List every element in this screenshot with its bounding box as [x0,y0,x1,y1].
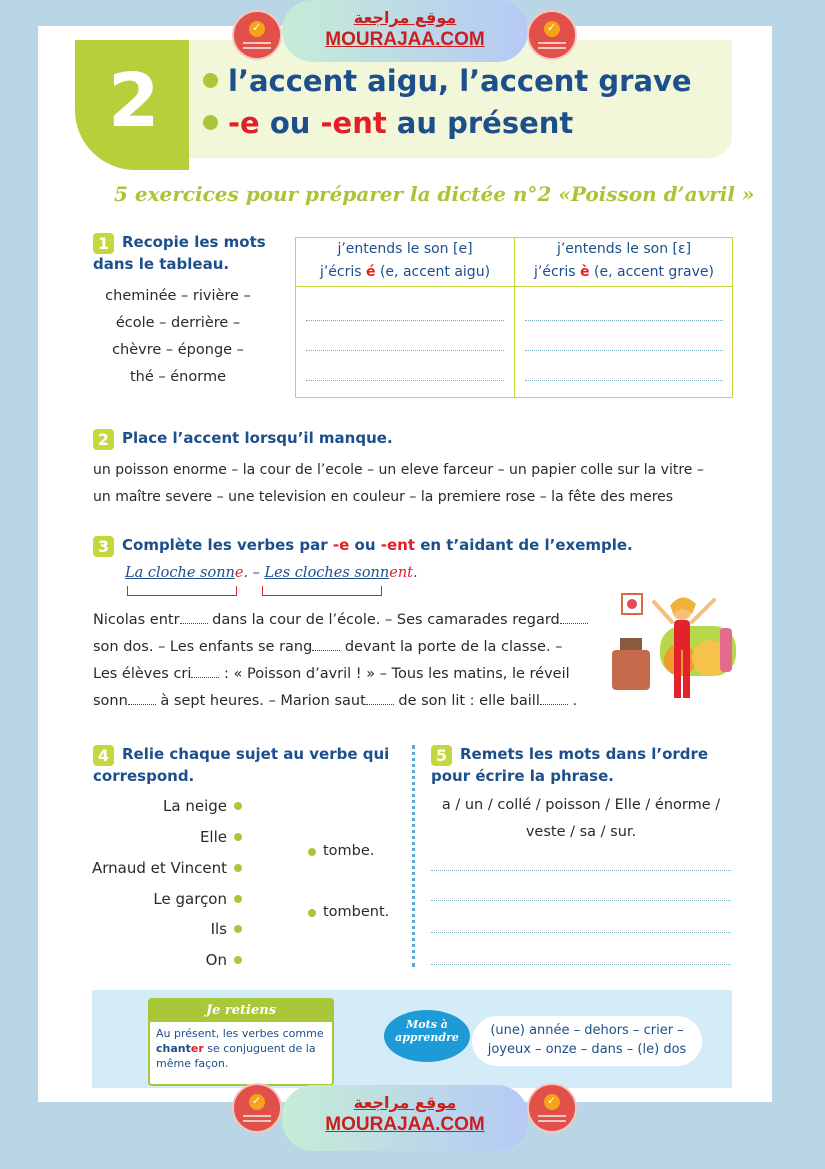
subject-elle: Elle [199,828,227,846]
verb-tombe: tombe. [323,843,375,859]
ex2-header [93,428,393,450]
table-header-grave [515,238,733,287]
answer-line[interactable] [431,870,731,871]
badge-line: Mots à [406,1018,448,1031]
match-dot[interactable] [234,925,242,933]
word-line: chèvre – éponge – [112,342,244,358]
blank[interactable] [191,665,219,678]
ex1-title: Recopie les mots dans le tableau. [93,233,266,273]
badge-line: apprendre [395,1031,459,1044]
ex1-number: 1 [93,233,114,254]
watermark-bottom[interactable] [282,1085,528,1151]
ex2-text [93,457,743,511]
match-dot[interactable] [308,909,316,917]
watermark-top[interactable] [282,0,528,62]
lesson-number-box [75,40,189,170]
table-col-aigu [296,238,514,397]
watermark-arabic: موقع مراجعة [353,1093,457,1112]
subject-arnaud-et-vincent: Arnaud et Vincent [91,859,227,877]
word-line: école – derrière – [115,315,241,331]
je-retiens-box [148,998,334,1086]
mots-line: joyeux – onze – dans – (le) dos [487,1042,687,1057]
watermark-logo-icon [527,1083,577,1133]
match-dot[interactable] [234,956,242,964]
je-retiens-text [150,1022,332,1075]
subject-le-garcon: Le garçon [153,890,227,908]
ex5-number: 5 [431,745,452,766]
write-line[interactable] [306,320,504,321]
ex5-word-line: a / un / collé / poisson / Elle / énorme / [441,797,721,813]
ex1-table [295,237,733,398]
verb-tombent: tombent. [323,904,390,920]
header-sound-epsilon: j’entends le son [ɛ] [556,241,692,257]
title-ending-ent: -ent [320,106,387,140]
title-text-ou: ou [259,106,321,140]
retiens-line: Au présent, les verbes comme [156,1027,324,1040]
match-dot[interactable] [234,864,242,872]
watermark-logo-icon [232,10,282,60]
word-line: thé – énorme [130,369,226,385]
column-divider [412,745,415,967]
example-bracket [262,586,382,596]
ex3-text [93,607,603,715]
mots-list [472,1016,702,1066]
table-header-aigu [296,238,514,287]
answer-line[interactable] [431,900,731,901]
blank[interactable] [540,692,568,705]
ex3-example: La cloche sonne. – Les cloches sonnent. [125,565,418,581]
mots-a-apprendre-badge [384,1010,470,1062]
ex2-number: 2 [93,429,114,450]
title-text-present: au présent [386,106,574,140]
match-dot[interactable] [234,802,242,810]
match-dot[interactable] [308,848,316,856]
ex3-header [93,535,633,557]
blank[interactable] [128,692,156,705]
watermark-logo-icon [232,1083,282,1133]
subject-ils: Ils [210,920,227,938]
write-line[interactable] [306,380,504,381]
write-line[interactable] [306,350,504,351]
match-dot[interactable] [234,833,242,841]
mots-line: (une) année – dehors – crier – [490,1023,684,1038]
ex3-line: Nicolas entr dans la cour de l’école. – Ses camarades regard [93,607,603,634]
ex1-word-list [90,283,266,391]
title-line-1 [203,64,692,98]
ex5-word-line: veste / sa / sur. [525,824,637,840]
answer-line[interactable] [431,964,731,965]
title-line-2 [203,106,573,140]
match-dot[interactable] [234,895,242,903]
header-write-e: j’écris é (e, accent aigu) [319,264,491,280]
bullet-icon [203,115,218,130]
ex5-title: Remets les mots dans l’ordre pour écrire la phrase. [431,745,709,785]
watermark-latin: MOURAJAA.COM [325,29,485,50]
blank[interactable] [180,611,208,624]
ex4-header [93,744,398,786]
watermark-arabic: موقع مراجعة [353,8,457,27]
ex2-title: Place l’accent lorsqu’il manque. [122,429,393,447]
watermark-logo-icon [527,10,577,60]
ex2-line: un maître severe – une television en couleur – la premiere rose – la fête des meres [93,489,674,505]
ex5-words [431,792,731,846]
write-line[interactable] [525,380,723,381]
ex1-header [93,232,283,274]
write-line[interactable] [525,350,723,351]
subtitle: 5 exercices pour préparer la dictée n°2 «Poisson d’avril » [114,182,755,206]
table-col-grave [514,238,733,397]
ex3-line: Les élèves cri : « Poisson d’avril ! » – Tous les matins, le réveil [93,666,570,682]
ex4-number: 4 [93,745,114,766]
watermark-latin: MOURAJAA.COM [325,1114,485,1135]
blank[interactable] [312,638,340,651]
example-bracket [127,586,237,596]
subject-on: On [205,951,227,969]
blank[interactable] [366,692,394,705]
title-ending-e: -e [228,106,260,140]
retiens-line: chanter se conjuguent de la [156,1042,316,1055]
blank[interactable] [560,611,588,624]
retiens-line: même façon. [156,1057,229,1070]
header-sound-e: j’entends le son [e] [337,241,473,257]
title-text-1: l’accent aigu, l’accent grave [228,64,692,98]
answer-line[interactable] [431,932,731,933]
ex3-line: sonn à sept heures. – Marion saut de son lit : elle baill . [93,693,578,709]
header-write-e-grave: j’écris è (e, accent grave) [534,264,714,280]
bullet-icon [203,73,218,88]
lesson-number: 2 [108,58,160,144]
word-line: cheminée – rivière – [105,288,251,304]
write-line[interactable] [525,320,723,321]
ex4-title: Relie chaque sujet au verbe qui correspond. [93,745,390,785]
girl-waking-illustration [610,588,738,710]
ex3-line: son dos. – Les enfants se rang devant la porte de la classe. – [93,639,563,655]
ex3-title: Complète les verbes par -e ou -ent en t’aidant de l’exemple. [122,536,633,554]
ex3-number: 3 [93,536,114,557]
subject-la-neige: La neige [163,797,227,815]
ex2-line: un poisson enorme – la cour de l’ecole – un eleve farceur – un papier colle sur la vitre – [93,462,704,478]
je-retiens-heading: Je retiens [150,1000,332,1022]
ex5-header [431,744,736,786]
